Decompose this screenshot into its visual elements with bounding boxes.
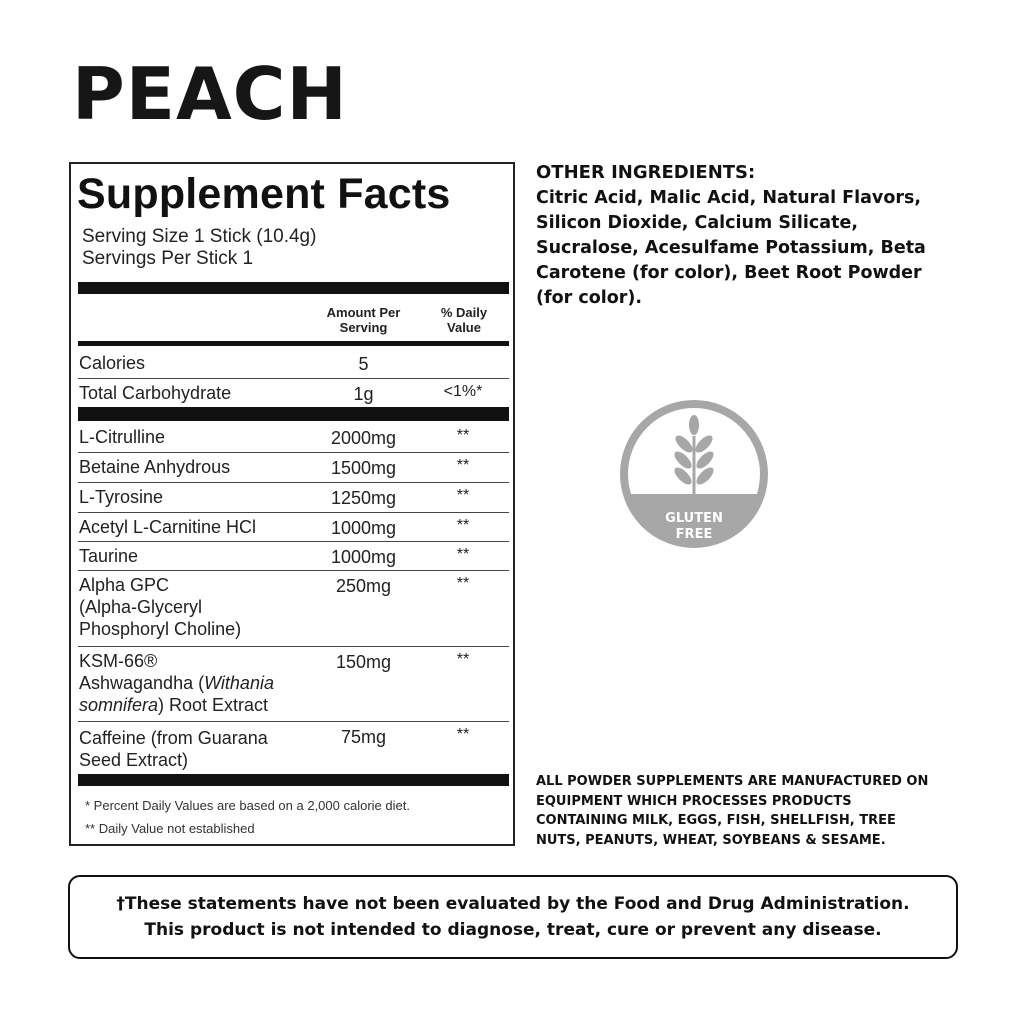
disclaimer-line-1: †These statements have not been evaluated by the Food and Drug Administration. (116, 894, 910, 914)
column-header-daily-value: % Daily Value (440, 305, 488, 335)
supplement-facts-panel (69, 162, 515, 846)
row-name-ksm-66-ashwagandha (79, 650, 274, 716)
row-dv-total-carbohydrate: <1%* (443, 383, 483, 400)
row-name-betaine-anhydrous: Betaine Anhydrous (79, 457, 231, 477)
other-ingredients-title: OTHER INGREDIENTS: (536, 162, 756, 183)
latin-name-part: Withania (204, 673, 274, 693)
row-amount-ksm-66-ashwagandha: 150mg (335, 652, 392, 672)
row-dv-l-citrulline: ** (456, 427, 470, 444)
row-amount-taurine: 1000mg (330, 547, 397, 567)
flavor-title: PEACH (72, 52, 348, 136)
row-dv-betaine-anhydrous: ** (456, 457, 470, 474)
row-amount-total-carbohydrate: 1g (353, 384, 374, 404)
row-name-calories: Calories (79, 353, 146, 373)
allergen-notice: ALL POWDER SUPPLEMENTS ARE MANUFACTURED ON EQUIPMENT WHICH PROCESSES PRODUCTS CONTAINING MILK, EGGS, FISH, SHELLFISH, TREE NUTS, PEANUTS, WHEAT, SOYBEANS & SESAME. (536, 774, 929, 848)
row-name-total-carbohydrate: Total Carbohydrate (79, 383, 232, 403)
row-dv-ksm-66-ashwagandha: ** (456, 651, 470, 668)
name-line: Caffeine (from Guarana (79, 728, 268, 748)
wheat-icon (672, 415, 717, 498)
row-dv-acetyl-l-carnitine: ** (456, 517, 470, 534)
name-line: Seed Extract) (79, 750, 189, 770)
row-divider (78, 570, 509, 571)
name-line: Alpha GPC (79, 575, 170, 595)
row-name-l-tyrosine: L-Tyrosine (79, 487, 164, 507)
disclaimer-line-2: This product is not intended to diagnose, treat, cure or prevent any disease. (144, 920, 882, 940)
row-amount-calories: 5 (358, 354, 369, 374)
row-divider (78, 378, 509, 379)
row-divider (78, 646, 509, 647)
badge-text-line1: GLUTEN (665, 511, 723, 526)
servings-per: Servings Per Stick 1 (82, 248, 254, 269)
row-dv-caffeine: ** (456, 726, 470, 743)
name-part: Ashwagandha ( (79, 673, 205, 693)
badge-text-line2: FREE (675, 527, 713, 542)
row-dv-alpha-gpc: ** (456, 575, 470, 592)
row-divider (78, 721, 509, 722)
panel-title: Supplement Facts (77, 170, 451, 218)
name-line (79, 672, 274, 694)
row-name-taurine: Taurine (79, 546, 139, 566)
row-divider (78, 482, 509, 483)
thick-divider (78, 774, 509, 786)
footnote-not-established: ** Daily Value not established (85, 821, 255, 836)
header-divider (78, 341, 509, 346)
row-amount-betaine-anhydrous: 1500mg (330, 458, 397, 478)
name-line: (Alpha-Glyceryl (79, 597, 203, 617)
row-amount-l-tyrosine: 1250mg (330, 488, 397, 508)
gluten-free-badge (618, 398, 770, 550)
row-divider (78, 512, 509, 513)
name-line (79, 694, 274, 716)
row-name-l-citrulline: L-Citrulline (79, 427, 166, 447)
thick-divider (78, 407, 509, 421)
serving-size: Serving Size 1 Stick (10.4g) (82, 226, 317, 247)
row-divider (78, 541, 509, 542)
row-name-alpha-gpc (79, 574, 241, 640)
row-dv-taurine: ** (456, 546, 470, 563)
latin-name-part: somnifera (79, 695, 159, 715)
row-amount-alpha-gpc: 250mg (335, 576, 392, 596)
name-line: Phosphoryl Choline) (79, 619, 242, 639)
row-name-caffeine (79, 727, 268, 771)
other-ingredients-text: Citric Acid, Malic Acid, Natural Flavors, Silicon Dioxide, Calcium Silicate, Sucralose, Acesulfame Potassium, Beta Carotene (for color), Beet Root Powder (for color). (536, 188, 926, 308)
name-line: KSM-66® (79, 651, 158, 671)
row-divider (78, 452, 509, 453)
row-name-acetyl-l-carnitine: Acetyl L-Carnitine HCl (79, 517, 257, 537)
column-header-amount: Amount Per Serving (326, 305, 401, 335)
thick-divider (78, 282, 509, 294)
row-amount-caffeine: 75mg (340, 727, 387, 747)
footnote-daily-values: * Percent Daily Values are based on a 2,000 calorie diet. (85, 798, 410, 813)
row-amount-l-citrulline: 2000mg (330, 428, 397, 448)
row-dv-l-tyrosine: ** (456, 487, 470, 504)
row-amount-acetyl-l-carnitine: 1000mg (330, 518, 397, 538)
name-part: ) Root Extract (158, 695, 269, 715)
fda-disclaimer-box (68, 875, 958, 959)
